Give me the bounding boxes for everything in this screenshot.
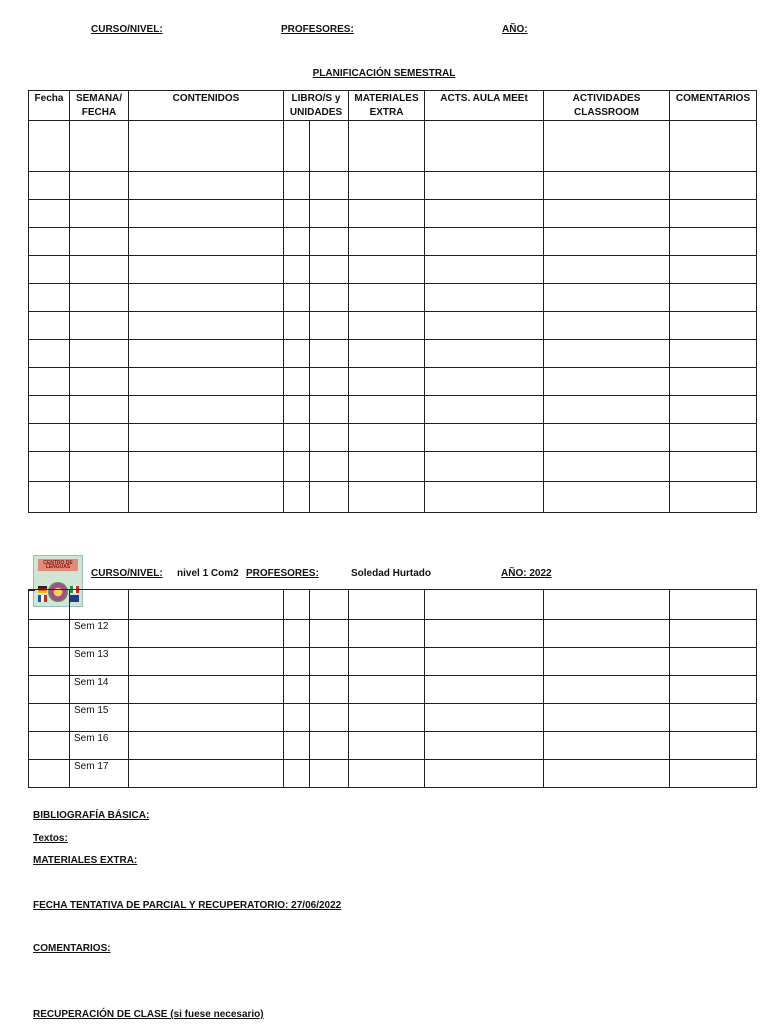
table-cell[interactable] <box>310 482 349 513</box>
table-cell[interactable] <box>310 424 349 452</box>
table-cell[interactable] <box>284 228 310 256</box>
table-cell[interactable] <box>29 648 70 676</box>
table-cell[interactable] <box>129 368 284 396</box>
centro-de-lenguas-logo: CENTRO DE LENGUAS <box>33 555 83 607</box>
table-cell[interactable] <box>29 172 70 200</box>
curso-nivel-label: CURSO/NIVEL: <box>91 24 163 35</box>
table-cell[interactable] <box>349 760 425 788</box>
table-row <box>29 424 757 452</box>
table-cell[interactable] <box>425 424 544 452</box>
table-cell[interactable] <box>70 256 129 284</box>
table-cell[interactable] <box>284 121 310 172</box>
table-cell[interactable] <box>544 368 670 396</box>
table-cell[interactable] <box>544 228 670 256</box>
table-cell[interactable] <box>544 732 670 760</box>
table-cell[interactable] <box>129 424 284 452</box>
table-cell[interactable] <box>544 760 670 788</box>
table-cell[interactable] <box>70 312 129 340</box>
table-cell[interactable] <box>544 340 670 368</box>
table-cell[interactable] <box>310 396 349 424</box>
table-cell[interactable] <box>544 424 670 452</box>
table-cell[interactable] <box>129 732 284 760</box>
table-cell[interactable] <box>544 121 670 172</box>
table-row <box>29 340 757 368</box>
table-cell[interactable] <box>310 200 349 228</box>
table-cell[interactable] <box>544 676 670 704</box>
table-cell[interactable] <box>544 590 670 620</box>
table-cell[interactable] <box>70 368 129 396</box>
table-cell[interactable] <box>670 452 757 482</box>
fecha-parcial-label: FECHA TENTATIVA DE PARCIAL Y RECUPERATORIO: 27/06/2022 <box>33 900 342 911</box>
table-cell[interactable] <box>670 482 757 513</box>
table-cell[interactable] <box>349 424 425 452</box>
table-cell[interactable] <box>425 368 544 396</box>
table-cell[interactable] <box>129 452 284 482</box>
table-cell[interactable] <box>544 452 670 482</box>
table-row <box>29 228 757 256</box>
table-cell[interactable] <box>544 256 670 284</box>
table-row <box>29 760 757 788</box>
table-cell[interactable] <box>70 284 129 312</box>
table-cell[interactable] <box>349 590 425 620</box>
table-cell[interactable] <box>425 676 544 704</box>
table-cell[interactable] <box>29 590 70 620</box>
table-cell[interactable] <box>349 368 425 396</box>
table-cell[interactable] <box>670 424 757 452</box>
anio-label: AÑO: <box>502 24 528 35</box>
table-cell[interactable] <box>70 340 129 368</box>
table-cell[interactable] <box>349 172 425 200</box>
table-cell[interactable] <box>29 704 70 732</box>
textos-label: Textos: <box>33 833 68 844</box>
table-cell[interactable] <box>670 121 757 172</box>
table-cell[interactable] <box>425 760 544 788</box>
table-cell[interactable] <box>284 284 310 312</box>
table-cell[interactable] <box>129 648 284 676</box>
table-cell[interactable] <box>310 121 349 172</box>
table-cell[interactable] <box>425 121 544 172</box>
table-cell[interactable] <box>349 228 425 256</box>
table-cell[interactable] <box>670 200 757 228</box>
table-cell[interactable] <box>29 312 70 340</box>
table-cell[interactable] <box>310 590 349 620</box>
table-cell[interactable] <box>349 648 425 676</box>
col-header-fecha: Fecha <box>29 91 70 121</box>
table-cell[interactable] <box>284 760 310 788</box>
recuperacion-label: RECUPERACIÓN DE CLASE (si fuese necesario) <box>33 1009 264 1020</box>
table-cell[interactable] <box>29 228 70 256</box>
week-label: Sem 14 <box>70 676 129 704</box>
col-header-libros: LIBRO/S y UNIDADES <box>284 91 349 121</box>
table-cell[interactable] <box>284 200 310 228</box>
table-cell[interactable] <box>29 368 70 396</box>
table-cell[interactable] <box>129 172 284 200</box>
table-row <box>29 396 757 424</box>
table-cell[interactable] <box>670 368 757 396</box>
table-cell[interactable] <box>670 284 757 312</box>
table-row <box>29 620 757 648</box>
table-cell[interactable] <box>670 172 757 200</box>
table-cell[interactable] <box>310 676 349 704</box>
table-cell[interactable] <box>310 284 349 312</box>
table-cell[interactable] <box>70 424 129 452</box>
table-cell[interactable] <box>70 452 129 482</box>
col-header-contenidos: CONTENIDOS <box>129 91 284 121</box>
table-row <box>29 452 757 482</box>
week-label: Sem 12 <box>70 620 129 648</box>
table-row <box>29 590 757 620</box>
table-cell[interactable] <box>425 200 544 228</box>
table-cell[interactable] <box>129 256 284 284</box>
table-cell[interactable] <box>670 256 757 284</box>
table-cell[interactable] <box>129 704 284 732</box>
table-cell[interactable] <box>349 396 425 424</box>
table-cell[interactable] <box>129 312 284 340</box>
table-cell[interactable] <box>29 424 70 452</box>
week-label: Sem 13 <box>70 648 129 676</box>
curso-nivel-value: nivel 1 Com2 <box>177 568 239 579</box>
table-cell[interactable] <box>129 590 284 620</box>
table-cell[interactable] <box>349 121 425 172</box>
table-cell[interactable] <box>349 452 425 482</box>
table-cell[interactable] <box>425 590 544 620</box>
table-cell[interactable] <box>29 340 70 368</box>
week-label: Sem 15 <box>70 704 129 732</box>
table-cell[interactable] <box>284 396 310 424</box>
table-cell[interactable] <box>349 284 425 312</box>
table-cell[interactable] <box>310 172 349 200</box>
table-cell[interactable] <box>284 704 310 732</box>
col-header-classroom: ACTIVIDADES CLASSROOM <box>544 91 670 121</box>
table-cell[interactable] <box>284 620 310 648</box>
profesores-label-2: PROFESORES: <box>246 568 319 579</box>
table-cell[interactable] <box>310 452 349 482</box>
table-cell[interactable] <box>670 590 757 620</box>
table-cell[interactable] <box>425 704 544 732</box>
table-cell[interactable] <box>284 368 310 396</box>
table-cell[interactable] <box>425 256 544 284</box>
table-cell[interactable] <box>670 676 757 704</box>
table-cell[interactable] <box>670 648 757 676</box>
table-row <box>29 368 757 396</box>
table-cell[interactable] <box>310 760 349 788</box>
table-cell[interactable] <box>670 228 757 256</box>
table-cell[interactable] <box>349 200 425 228</box>
table-cell[interactable] <box>349 732 425 760</box>
anio-label-2: AÑO: 2022 <box>501 568 552 579</box>
table-cell[interactable] <box>544 620 670 648</box>
table-cell[interactable] <box>129 676 284 704</box>
weekly-table <box>28 589 757 788</box>
table-cell[interactable] <box>284 676 310 704</box>
table-cell[interactable] <box>544 396 670 424</box>
planning-table <box>28 90 757 513</box>
table-row <box>29 704 757 732</box>
table-cell[interactable] <box>29 284 70 312</box>
table-row <box>29 482 757 513</box>
table-cell[interactable] <box>129 396 284 424</box>
table-cell[interactable] <box>70 228 129 256</box>
comentarios-label: COMENTARIOS: <box>33 943 111 954</box>
table-cell[interactable] <box>425 732 544 760</box>
table-cell[interactable] <box>425 396 544 424</box>
table-cell[interactable] <box>29 256 70 284</box>
curso-nivel-label-2: CURSO/NIVEL: <box>91 568 163 579</box>
table-cell[interactable] <box>544 200 670 228</box>
table-cell[interactable] <box>349 312 425 340</box>
table-cell[interactable] <box>129 482 284 513</box>
table-cell[interactable] <box>425 312 544 340</box>
table-row <box>29 284 757 312</box>
table-cell[interactable] <box>544 704 670 732</box>
table-cell[interactable] <box>284 482 310 513</box>
col-header-semana: SEMANA/ FECHA <box>70 91 129 121</box>
table-cell[interactable] <box>129 760 284 788</box>
table-row <box>29 172 757 200</box>
table-cell[interactable] <box>425 620 544 648</box>
table-cell[interactable] <box>310 256 349 284</box>
page-title: PLANIFICACIÓN SEMESTRAL <box>312 68 456 79</box>
week-label: Sem 16 <box>70 732 129 760</box>
table-cell[interactable] <box>349 482 425 513</box>
table-cell[interactable] <box>284 452 310 482</box>
table-cell[interactable] <box>349 676 425 704</box>
materiales-extra-label: MATERIALES EXTRA: <box>33 855 138 866</box>
table-cell[interactable] <box>29 620 70 648</box>
table-cell[interactable] <box>284 172 310 200</box>
week-label <box>70 590 129 620</box>
table-cell[interactable] <box>284 732 310 760</box>
table-cell[interactable] <box>310 340 349 368</box>
table-cell[interactable] <box>284 256 310 284</box>
table-cell[interactable] <box>310 228 349 256</box>
table-cell[interactable] <box>670 732 757 760</box>
table-cell[interactable] <box>425 648 544 676</box>
table-cell[interactable] <box>129 284 284 312</box>
table-cell[interactable] <box>544 172 670 200</box>
table-cell[interactable] <box>349 340 425 368</box>
table-row <box>29 732 757 760</box>
table-cell[interactable] <box>29 452 70 482</box>
table-cell[interactable] <box>310 620 349 648</box>
table-cell[interactable] <box>310 312 349 340</box>
table-cell[interactable] <box>284 648 310 676</box>
table-cell[interactable] <box>29 732 70 760</box>
table-cell[interactable] <box>544 312 670 340</box>
table-cell[interactable] <box>425 482 544 513</box>
table-cell[interactable] <box>29 121 70 172</box>
table-cell[interactable] <box>670 704 757 732</box>
table-cell[interactable] <box>544 648 670 676</box>
table-cell[interactable] <box>29 396 70 424</box>
table-cell[interactable] <box>425 452 544 482</box>
table-cell[interactable] <box>544 482 670 513</box>
table-cell[interactable] <box>670 312 757 340</box>
table-cell[interactable] <box>284 312 310 340</box>
table-cell[interactable] <box>425 284 544 312</box>
profesores-label: PROFESORES: <box>281 24 354 35</box>
table-cell[interactable] <box>425 340 544 368</box>
table-cell[interactable] <box>670 620 757 648</box>
table-cell[interactable] <box>29 482 70 513</box>
table-cell[interactable] <box>70 482 129 513</box>
table-cell[interactable] <box>425 172 544 200</box>
table-cell[interactable] <box>544 284 670 312</box>
table-cell[interactable] <box>129 620 284 648</box>
table-cell[interactable] <box>29 760 70 788</box>
table-cell[interactable] <box>310 648 349 676</box>
week-label: Sem 17 <box>70 760 129 788</box>
table-cell[interactable] <box>284 340 310 368</box>
table-cell[interactable] <box>310 368 349 396</box>
table-cell[interactable] <box>129 340 284 368</box>
table-cell[interactable] <box>70 121 129 172</box>
table-row <box>29 312 757 340</box>
table-cell[interactable] <box>129 121 284 172</box>
table-cell[interactable] <box>284 424 310 452</box>
table-cell[interactable] <box>284 590 310 620</box>
profesores-value: Soledad Hurtado <box>351 568 432 579</box>
table-cell[interactable] <box>670 396 757 424</box>
table-cell[interactable] <box>349 256 425 284</box>
col-header-acts-meet: ACTS. AULA MEEt <box>425 91 544 121</box>
table-cell[interactable] <box>349 704 425 732</box>
table-row <box>29 200 757 228</box>
bibliografia-label: BIBLIOGRAFÍA BÁSICA: <box>33 810 150 821</box>
table-cell[interactable] <box>670 760 757 788</box>
table-cell[interactable] <box>70 396 129 424</box>
col-header-comentarios: COMENTARIOS <box>670 91 757 121</box>
table-cell[interactable] <box>29 200 70 228</box>
table-cell[interactable] <box>349 620 425 648</box>
table-row <box>29 121 757 172</box>
table-cell[interactable] <box>29 676 70 704</box>
table-cell[interactable] <box>670 340 757 368</box>
table-cell[interactable] <box>310 704 349 732</box>
table-cell[interactable] <box>70 200 129 228</box>
col-header-materiales: MATERIALES EXTRA <box>349 91 425 121</box>
table-cell[interactable] <box>310 732 349 760</box>
table-row <box>29 256 757 284</box>
table-cell[interactable] <box>129 200 284 228</box>
table-row <box>29 676 757 704</box>
table-header-row <box>29 91 757 121</box>
table-cell[interactable] <box>70 172 129 200</box>
table-row <box>29 648 757 676</box>
table-cell[interactable] <box>129 228 284 256</box>
table-cell[interactable] <box>425 228 544 256</box>
